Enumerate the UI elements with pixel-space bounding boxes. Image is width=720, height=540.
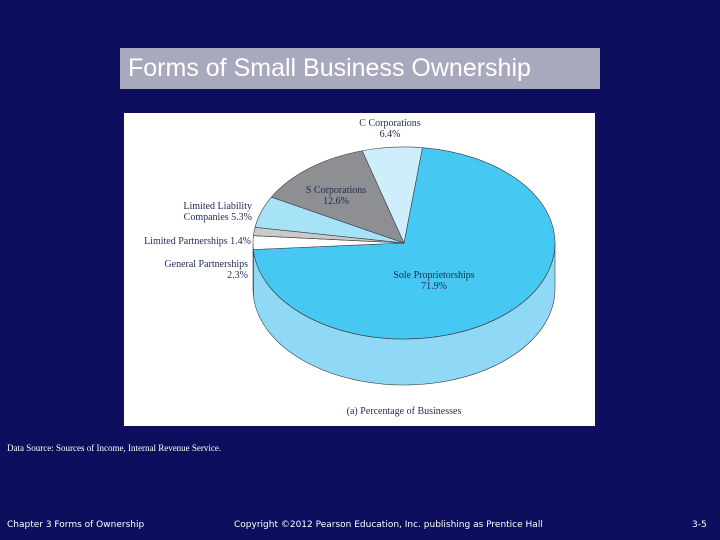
chart-caption: (a) Percentage of Businesses: [346, 406, 462, 417]
slice-label: S Corporations: [305, 185, 367, 196]
slice-label: Limited Partnerships 1.4%: [144, 236, 251, 247]
footer-copyright: Copyright ©2012 Pearson Education, Inc. publishing as Prentice Hall: [234, 520, 543, 530]
slice-label: C Corporations: [359, 118, 421, 129]
slice-label: Companies 5.3%: [183, 212, 252, 223]
slice-label: 12.6%: [323, 196, 349, 207]
slice-label: 71.9%: [421, 281, 447, 292]
footer-page-number: 3-5: [692, 520, 707, 530]
footer-chapter: Chapter 3 Forms of Ownership: [7, 520, 145, 530]
slice-label: General Partnerships: [164, 259, 248, 270]
slice-label: 2.3%: [227, 270, 248, 281]
pie-chart: [124, 113, 595, 426]
slide-title: Forms of Small Business Ownership: [128, 54, 531, 82]
pie-chart-panel: [124, 113, 595, 426]
slice-label: Limited Liability: [183, 201, 252, 212]
slide-title-box: [120, 48, 600, 89]
slice-label: 6.4%: [379, 129, 401, 140]
slice-label: Sole Proprietorships: [393, 270, 475, 281]
data-source-note: Data Source: Sources of Income, Internal Revenue Service.: [7, 443, 222, 453]
